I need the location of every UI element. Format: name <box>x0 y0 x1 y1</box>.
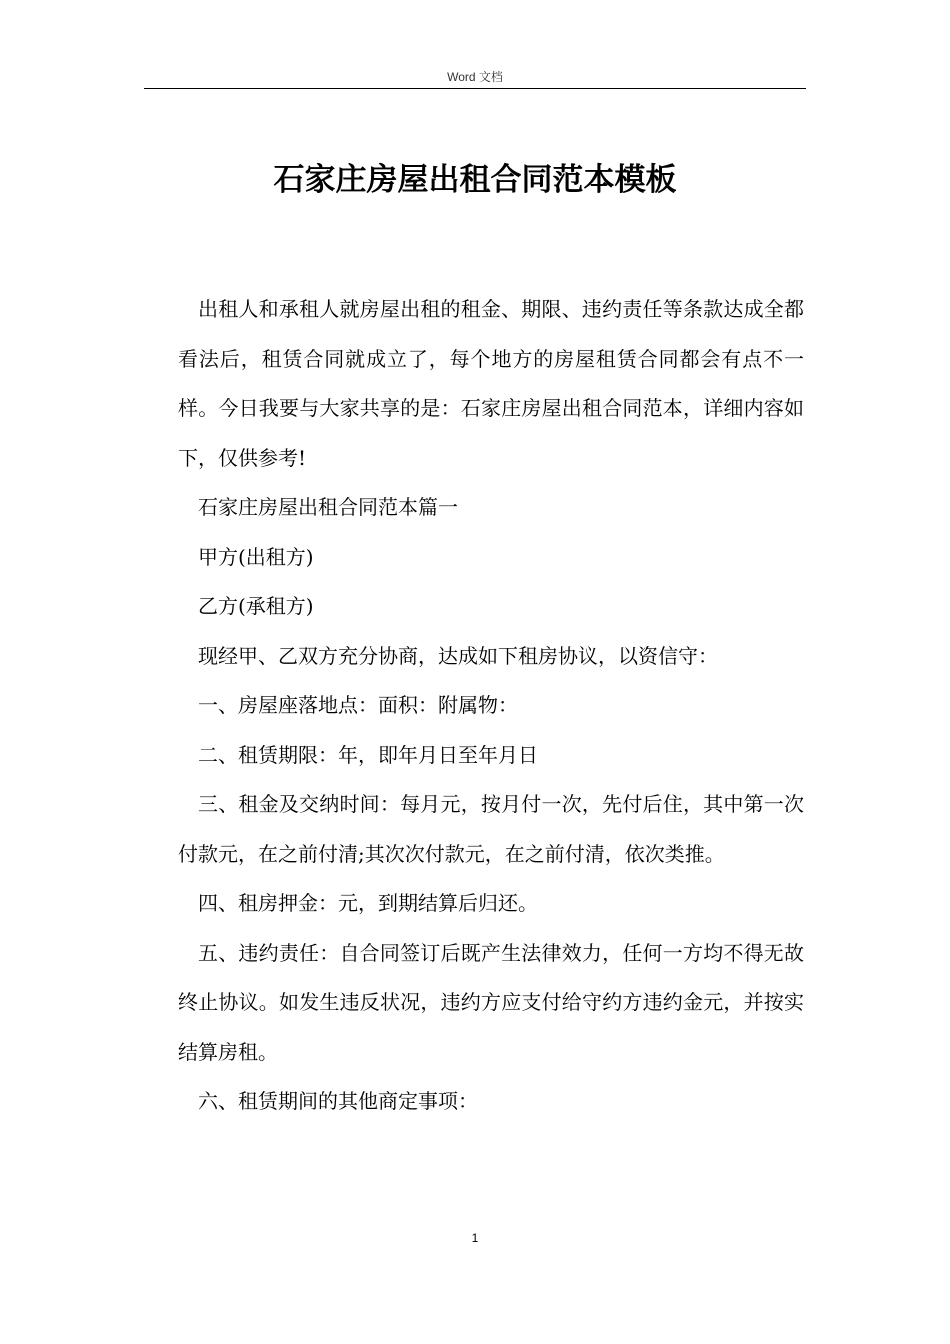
paragraph-clause-3: 三、租金及交纳时间：每月元，按月付一次，先付后住，其中第一次付款元，在之前付清;其次次付款元，在之前付清，依次类推。 <box>178 792 804 866</box>
paragraph-clause-6: 六、租赁期间的其他商定事项： <box>198 1089 478 1113</box>
paragraph-intro: 出租人和承租人就房屋出租的租金、期限、违约责任等条款达成全都看法后，租赁合同就成立了，每个地方的房屋租赁合同都会有点不一样。今日我要与大家共享的是：石家庄房屋出租合同范本，详细内容如下，仅供参考! <box>178 297 804 470</box>
header-label: Word 文档 <box>447 70 503 84</box>
paragraph-section-heading: 石家庄房屋出租合同范本篇一 <box>198 495 458 519</box>
paragraph-clause-1: 一、房屋座落地点：面积：附属物： <box>198 693 518 717</box>
paragraph-clause-5: 五、违约责任：自合同签订后既产生法律效力，任何一方均不得无故终止协议。如发生违反状况，违约方应支付给守约方违约金元，并按实结算房租。 <box>178 940 804 1064</box>
paragraph-agreement-preamble: 现经甲、乙双方充分协商，达成如下租房协议，以资信守： <box>198 643 718 668</box>
page-number: 1 <box>471 1231 479 1245</box>
paragraph-clause-2: 二、租赁期限：年，即年月日至年月日 <box>198 742 538 767</box>
paragraph-clause-4: 四、租房押金：元，到期结算后归还。 <box>198 891 538 915</box>
paragraph-party-a: 甲方(出租方) <box>198 544 314 569</box>
paragraph-party-b: 乙方(承租方) <box>198 594 314 618</box>
document-body <box>178 285 804 1127</box>
document-title: 石家庄房屋出租合同范本模板 <box>273 162 677 198</box>
header-divider <box>144 88 806 89</box>
